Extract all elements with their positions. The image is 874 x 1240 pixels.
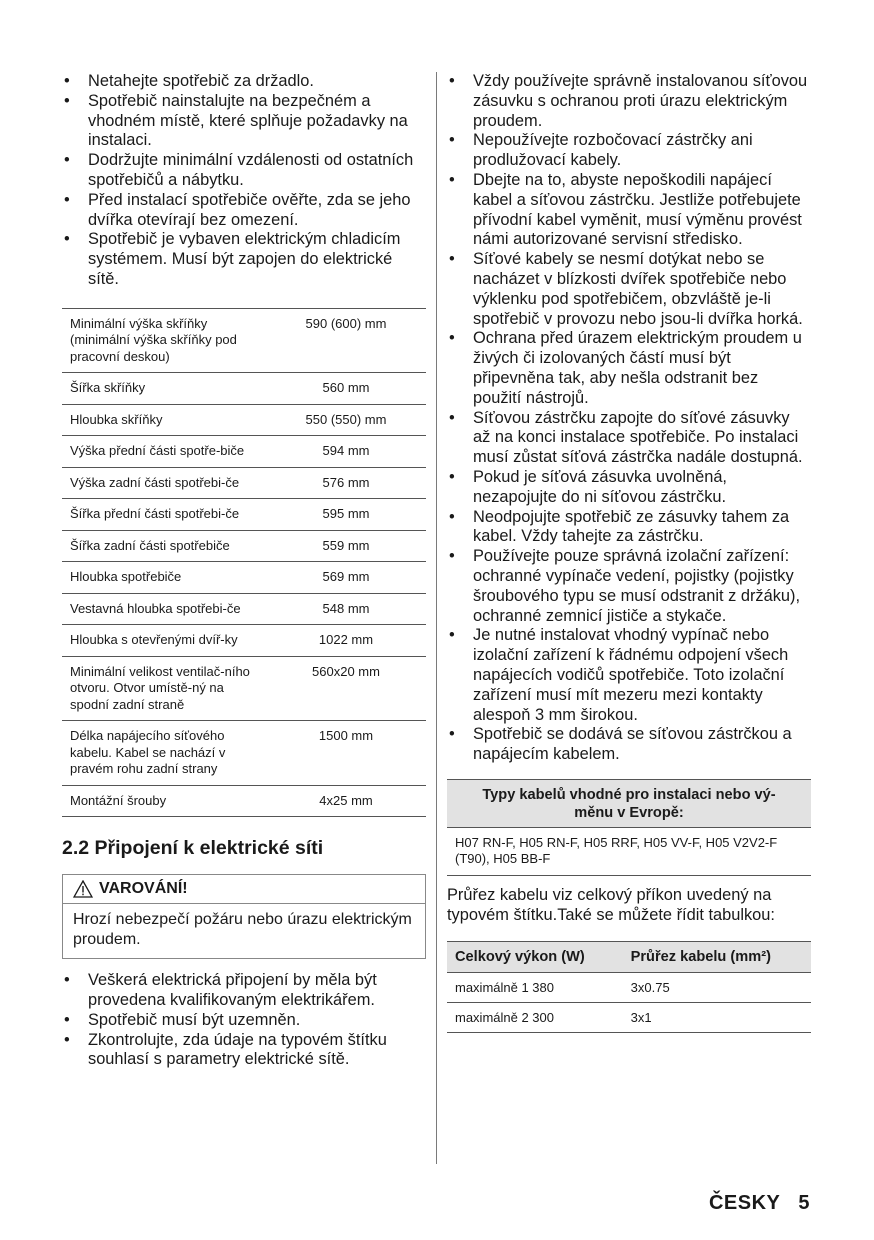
table-cell-value: 576 mm xyxy=(262,467,426,499)
table-cell-value: 560 mm xyxy=(262,373,426,405)
table-cell-value: 550 (550) mm xyxy=(262,404,426,436)
cable-types-box xyxy=(447,779,811,876)
list-item: • Spotřebič nainstalujte na bezpečném a vhodném místě, které splňuje požadavky na instalaci. xyxy=(62,92,426,151)
list-item: • Před instalací spotřebiče ověřte, zda se jeho dvířka otevírají bez omezení. xyxy=(62,191,426,231)
list-item: • Ochrana před úrazem elektrickým proudem u živých či izolovaných částí musí být připevněna tak, aby nešla odstranit bez použití nástrojů. xyxy=(447,329,811,408)
bullet-list-right xyxy=(447,72,811,765)
table-cell-label: Hloubka skříňky xyxy=(62,404,262,436)
table-cell-label: Výška zadní části spotřebi-če xyxy=(62,467,262,499)
list-item: • Zkontrolujte, zda údaje na typovém štítku souhlasí s parametry elektrické sítě. xyxy=(62,1031,426,1071)
table-row xyxy=(62,373,426,405)
list-item: • Veškerá elektrická připojení by měla být provedena kvalifikovaným elektrikářem. xyxy=(62,971,426,1011)
table-row xyxy=(62,656,426,721)
list-item: • Je nutné instalovat vhodný vypínač nebo izolační zařízení k řádnému odpojení všech napájecích vodičů spotřebiče. Toto izolační zařízení musí mít mezeru mezi kontakty alespoň 3 mm širokou. xyxy=(447,626,811,725)
table-cell-value: 4x25 mm xyxy=(262,785,426,817)
bullet-list-bottom xyxy=(62,971,426,1070)
list-item: • Pokud je síťová zásuvka uvolněná, nezapojujte do ni síťovou zástrčku. xyxy=(447,468,811,508)
bullet-list-top xyxy=(62,72,426,290)
table-header: Průřez kabelu (mm²) xyxy=(623,942,811,973)
warning-header xyxy=(63,875,425,904)
table-header: Celkový výkon (W) xyxy=(447,942,623,973)
table-header-row xyxy=(447,942,811,973)
table-cell: 3x1 xyxy=(623,1003,811,1033)
page-footer xyxy=(691,1192,810,1215)
table-row xyxy=(62,436,426,468)
list-item: • Síťové kabely se nesmí dotýkat nebo se nacházet v blízkosti dvířek spotřebiče nebo výklenku pod spotřebičem, obzvláště je-li spotřebič v provozu nebo jsou-li dvířka horká. xyxy=(447,250,811,329)
table-cell: 3x0.75 xyxy=(623,973,811,1003)
table-cell-label: Délka napájecího síťového kabelu. Kabel se nachází v pravém rohu zadní strany xyxy=(62,721,262,786)
right-column xyxy=(447,72,811,1033)
cable-types-header: Typy kabelů vhodné pro instalaci nebo vý-měnu v Evropě: xyxy=(447,779,811,827)
table-row xyxy=(62,467,426,499)
table-cell-value: 559 mm xyxy=(262,530,426,562)
dimensions-table xyxy=(62,308,426,818)
table-cell-label: Šířka zadní části spotřebiče xyxy=(62,530,262,562)
list-item: • Síťovou zástrčku zapojte do síťové zásuvky až na konci instalace spotřebiče. Po instalaci musí zůstat síťová zástrčka nadále dostupná. xyxy=(447,409,811,468)
table-cell-value: 594 mm xyxy=(262,436,426,468)
list-item: • Netahejte spotřebič za držadlo. xyxy=(62,72,426,92)
table-cell-value: 560x20 mm xyxy=(262,656,426,721)
list-item: • Spotřebič je vybaven elektrickým chladicím systémem. Musí být zapojen do elektrické sítě. xyxy=(62,230,426,289)
table-cell-label: Hloubka s otevřenými dvíř-ky xyxy=(62,625,262,657)
warning-triangle-icon xyxy=(73,880,93,898)
warning-title: VAROVÁNÍ! xyxy=(99,880,188,898)
cable-types-list: H07 RN-F, H05 RN-F, H05 RRF, H05 VV-F, H05 V2V2-F (T90), H05 BB-F xyxy=(447,827,811,876)
footer-language: ČESKY xyxy=(708,1192,781,1214)
table-cell-label: Šířka přední části spotřebi-če xyxy=(62,499,262,531)
list-item: • Nepoužívejte rozbočovací zástrčky ani prodlužovací kabely. xyxy=(447,131,811,171)
table-row xyxy=(62,593,426,625)
table-cell: maximálně 2 300 xyxy=(447,1003,623,1033)
table-row xyxy=(62,404,426,436)
warning-text: Hrozí nebezpečí požáru nebo úrazu elektrickým proudem. xyxy=(73,911,412,949)
cable-paragraph: Průřez kabelu viz celkový příkon uvedený na typovém štítku.Také se můžete řídit tabulkou: xyxy=(447,885,775,924)
table-cell-value: 569 mm xyxy=(262,562,426,594)
table-cell-label: Šířka skříňky xyxy=(62,373,262,405)
table-cell-label: Montážní šrouby xyxy=(62,785,262,817)
table-cell-value: 595 mm xyxy=(262,499,426,531)
table-cell-value: 548 mm xyxy=(262,593,426,625)
table-row xyxy=(62,530,426,562)
section-title: 2.2 Připojení k elektrické síti xyxy=(62,837,324,860)
table-cell-label: Vestavná hloubka spotřebi-če xyxy=(62,593,262,625)
list-item: • Vždy používejte správně instalovanou síťovou zásuvku s ochranou proti úrazu elektrickým proudem. xyxy=(447,72,811,131)
warning-box xyxy=(62,874,426,959)
left-column xyxy=(62,72,426,1070)
table-row xyxy=(447,1003,811,1033)
table-cell: maximálně 1 380 xyxy=(447,973,623,1003)
table-cell-value: 1022 mm xyxy=(262,625,426,657)
table-row xyxy=(62,499,426,531)
table-row xyxy=(62,625,426,657)
list-item: • Spotřebič musí být uzemněn. xyxy=(62,1011,426,1031)
power-table xyxy=(447,941,811,1033)
table-row xyxy=(447,973,811,1003)
table-row xyxy=(62,785,426,817)
column-divider xyxy=(436,72,437,1164)
table-row xyxy=(62,721,426,786)
table-cell-value: 590 (600) mm xyxy=(262,308,426,373)
table-cell-label: Hloubka spotřebiče xyxy=(62,562,262,594)
table-row xyxy=(62,562,426,594)
list-item: • Používejte pouze správná izolační zařízení: ochranné vypínače vedení, pojistky (pojistky šroubového typu se musí odstranit z držáku), ochranné zemnicí jističe a stykače. xyxy=(447,547,811,626)
page-number: 5 xyxy=(798,1192,810,1214)
list-item: • Neodpojujte spotřebič ze zásuvky tahem za kabel. Vždy tahejte za zástrčku. xyxy=(447,508,811,548)
list-item: • Dodržujte minimální vzdálenosti od ostatních spotřebičů a nábytku. xyxy=(62,151,426,191)
table-cell-label: Minimální velikost ventilač-ního otvoru. Otvor umístě-ný na spodní zadní straně xyxy=(62,656,262,721)
table-cell-label: Minimální výška skříňky (minimální výška skříňky pod pracovní deskou) xyxy=(62,308,262,373)
table-row xyxy=(62,308,426,373)
table-cell-value: 1500 mm xyxy=(262,721,426,786)
list-item: • Spotřebič se dodává se síťovou zástrčkou a napájecím kabelem. xyxy=(447,725,811,765)
table-cell-label: Výška přední části spotře-biče xyxy=(62,436,262,468)
list-item: • Dbejte na to, abyste nepoškodili napájecí kabel a síťovou zástrčku. Jestliže potřebujete přívodní kabel vyměnit, musí výměnu provést námi autorizované servisní středisko. xyxy=(447,171,811,250)
